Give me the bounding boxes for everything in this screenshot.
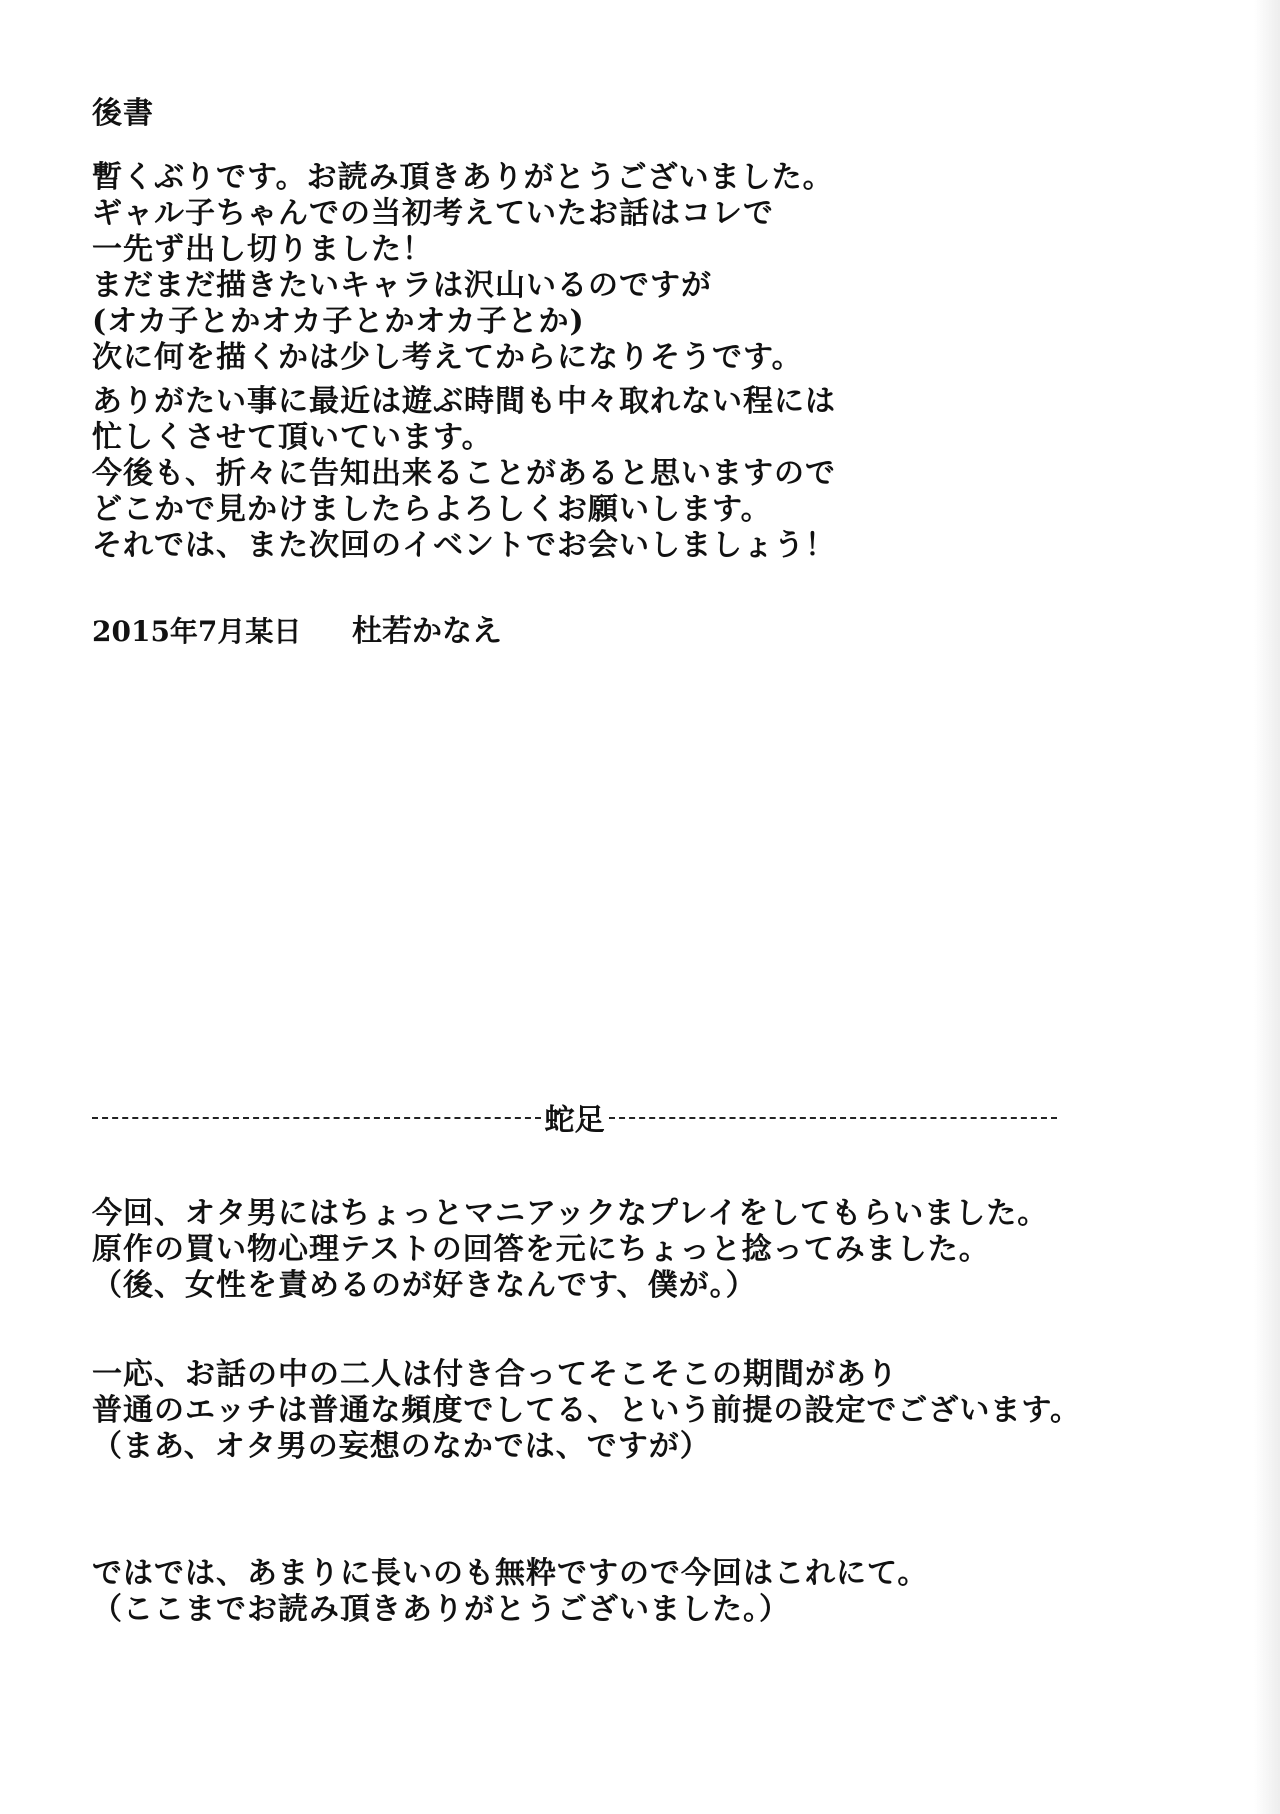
postscript-divider [92, 1099, 1057, 1138]
afterword-p2-line-4: どこかで見かけましたらよろしくお願いします。 [92, 492, 772, 527]
afterword-p2-line-3: 今後も、折々に告知出来ることがあると思いますので [92, 456, 836, 491]
postscript-p2-line-1: 一応、お話の中の二人は付き合ってそこそこの期間があり [92, 1357, 898, 1392]
afterword-p1-line-4: まだまだ描きたいキャラは沢山いるのですが [92, 268, 712, 303]
postscript-heading: 蛇足 [544, 1103, 605, 1138]
postscript-p2-line-3: （まあ、オタ男の妄想のなかでは、ですが） [92, 1429, 711, 1464]
postscript-p1-line-1: 今回、オタ男にはちょっとマニアックなプレイをしてもらいました。 [92, 1196, 1049, 1231]
afterword-heading: 後書 [92, 96, 154, 131]
afterword-p2-line-2: 忙しくさせて頂いています。 [92, 420, 493, 455]
page-edge-shadow [1254, 0, 1280, 1814]
afterword-p1-line-2: ギャル子ちゃんでの当初考えていたお話はコレで [92, 196, 774, 231]
signature-author: 杜若かなえ [352, 614, 502, 649]
afterword-p1-line-5: (オカ子とかオカ子とかオカ子とか) [92, 304, 585, 339]
postscript-p3-line-2: （ここまでお読み頂きありがとうございました。） [92, 1592, 790, 1627]
postscript-p1-line-3: （後、女性を責めるのが好きなんです、僕が。） [92, 1268, 757, 1303]
signature-date: 2015年7月某日 [92, 615, 302, 648]
postscript-p1-line-2: 原作の買い物心理テストの回答を元にちょっと捻ってみました。 [92, 1232, 990, 1267]
afterword-p2-line-1: ありがたい事に最近は遊ぶ時間も中々取れない程には [92, 384, 836, 419]
divider-dashes-right [609, 1117, 1058, 1119]
afterword-p1-line-1: 暫くぶりです。お読み頂きありがとうございました。 [92, 160, 834, 195]
divider-dashes-left [92, 1117, 541, 1119]
afterword-p1-line-6: 次に何を描くかは少し考えてからになりそうです。 [92, 340, 803, 375]
postscript-p3-line-1: ではでは、あまりに長いのも無粋ですので今回はこれにて。 [92, 1556, 929, 1591]
postscript-p2-line-2: 普通のエッチは普通な頻度でしてる、という前提の設定でございます。 [92, 1393, 1081, 1428]
afterword-p2-line-5: それでは、また次回のイベントでお会いしましょう！ [92, 528, 836, 563]
afterword-p1-line-3: 一先ず出し切りました！ [92, 232, 433, 267]
